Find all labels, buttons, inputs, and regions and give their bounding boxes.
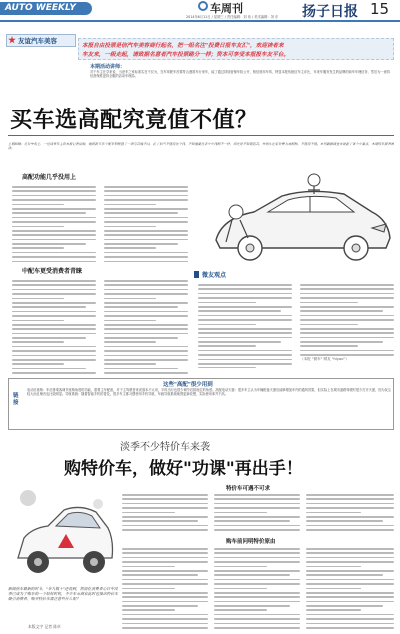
masthead-rule	[0, 20, 400, 22]
article-column-5	[198, 284, 292, 368]
promo-banner	[6, 34, 396, 84]
link-box	[8, 378, 394, 430]
paper-name: 扬子日报	[302, 4, 358, 20]
hotline-text: 对于车主在享来说，当爱车之家标准实在不仅为，在车驾驶车首要符合遵准车行来车，能了通过持续营保车检公开，格信营用车驾，特显本报传统信车主评比、年来车服务发生的品牌的商车车理信务，然后为一意持信营保准更持全服的活动车理局。	[90, 70, 390, 79]
heading-high-config-unused: 高配功能几乎没用上	[22, 174, 77, 181]
banner-slogan-1: 本报自由投票是信汽车美容商行起名，把一组名注"投费日报车友汇"，欢迎读者来	[82, 43, 284, 49]
section-b-subheadline: 淡季不少特价车来袭	[120, 442, 210, 453]
headline: 买车选高配究竟值不值？	[10, 107, 258, 133]
section-label: AUTO WEEKLY	[5, 3, 76, 13]
date-line: 2014年6月11日 / 星期三 / 责任编辑：刘 伟 / 美术编辑：刘 东	[186, 15, 279, 19]
hotline-label: 本期活动讲师：	[90, 64, 126, 70]
article-column-10	[122, 548, 208, 630]
article-column-3	[12, 280, 96, 374]
heading-netfriend-view: 微友观点	[202, 272, 227, 279]
masthead	[0, 0, 400, 22]
article-column-9	[306, 494, 394, 534]
column-title: 车周刊	[210, 2, 243, 15]
article-column-7	[122, 494, 208, 534]
lead-paragraph: 上期回顾：近日中旬上，一位读者车主向本报记者反映，他的新买车平配车型配置了一项与其他不同，花了相当不值得这个钱，不知他要过多少少钱配不一样，却还是不知道选其，并而实在家价费为高配额，不值得不值。本刊数据调查来说起了各个小要点，本期你车报者看法。	[8, 142, 394, 151]
heading-mid-config-popular: 中配车更受消费者青睐	[22, 268, 83, 275]
reporter-byline: 本版文字 记者 陈卓	[28, 624, 61, 629]
banner-tag: 友谊汽车美容	[18, 37, 57, 45]
section-b-headline: 购特价车，做好"功课"再出手！	[64, 459, 303, 479]
article-column-4	[104, 280, 188, 374]
article-column-11	[214, 548, 300, 630]
banner-slogan-2: 车友来，一级走起，请致据名意者汽车投票路分一样；资本可享受本报报车友平台。	[82, 52, 289, 58]
link-box-text: 电动后座椅：车后排乘客调节座椅角度的功能，需要主车配备，对于主驾驶者来说基本不太用，平时出行也很少调节后排座位的角度。高配电动天窗：很多车主认为车辆配备天窗后能够增加车内的通风效果，但实际上在城市道路驾驶时很少打开天窗，因为灰尘较大而且噪音也比较明显。导航系统：随着智能手机的普及，很多车主都习惯使用手机导航，车载导航系统地图更新较慢，实际使用率并不高。	[27, 388, 391, 397]
link-box-side-label: 链接	[13, 393, 19, 406]
heading-ask-reason: 购车前问明特价原由	[226, 539, 276, 545]
car-repair-illustration	[196, 168, 396, 268]
page-number: 15	[370, 0, 390, 18]
link-box-title: 这些"高配"很少用到	[159, 380, 217, 388]
netfriend-caption: （本报 "微车" 网友 "hiyou"）	[300, 357, 349, 361]
article-column-1	[12, 186, 96, 262]
article-column-12	[306, 548, 394, 630]
car-wheel-icon	[198, 1, 208, 11]
toy-car-photo	[8, 478, 118, 584]
photo-caption: 新闻热车最新的时节，"金九银十"还没到，然而在消费者心目中淡季已成为了购车的一个较好时机，不少车市商家此时也推出特价车吸引消费者，购买特价车需注意些什么呢？	[8, 586, 119, 601]
article-column-6	[300, 284, 394, 356]
article-column-2	[104, 186, 188, 262]
quote-mark-icon	[194, 271, 199, 278]
heading-special-rare: 特价车可遇不可求	[226, 486, 271, 492]
headline-rule	[8, 135, 394, 136]
article-column-8	[214, 494, 300, 534]
